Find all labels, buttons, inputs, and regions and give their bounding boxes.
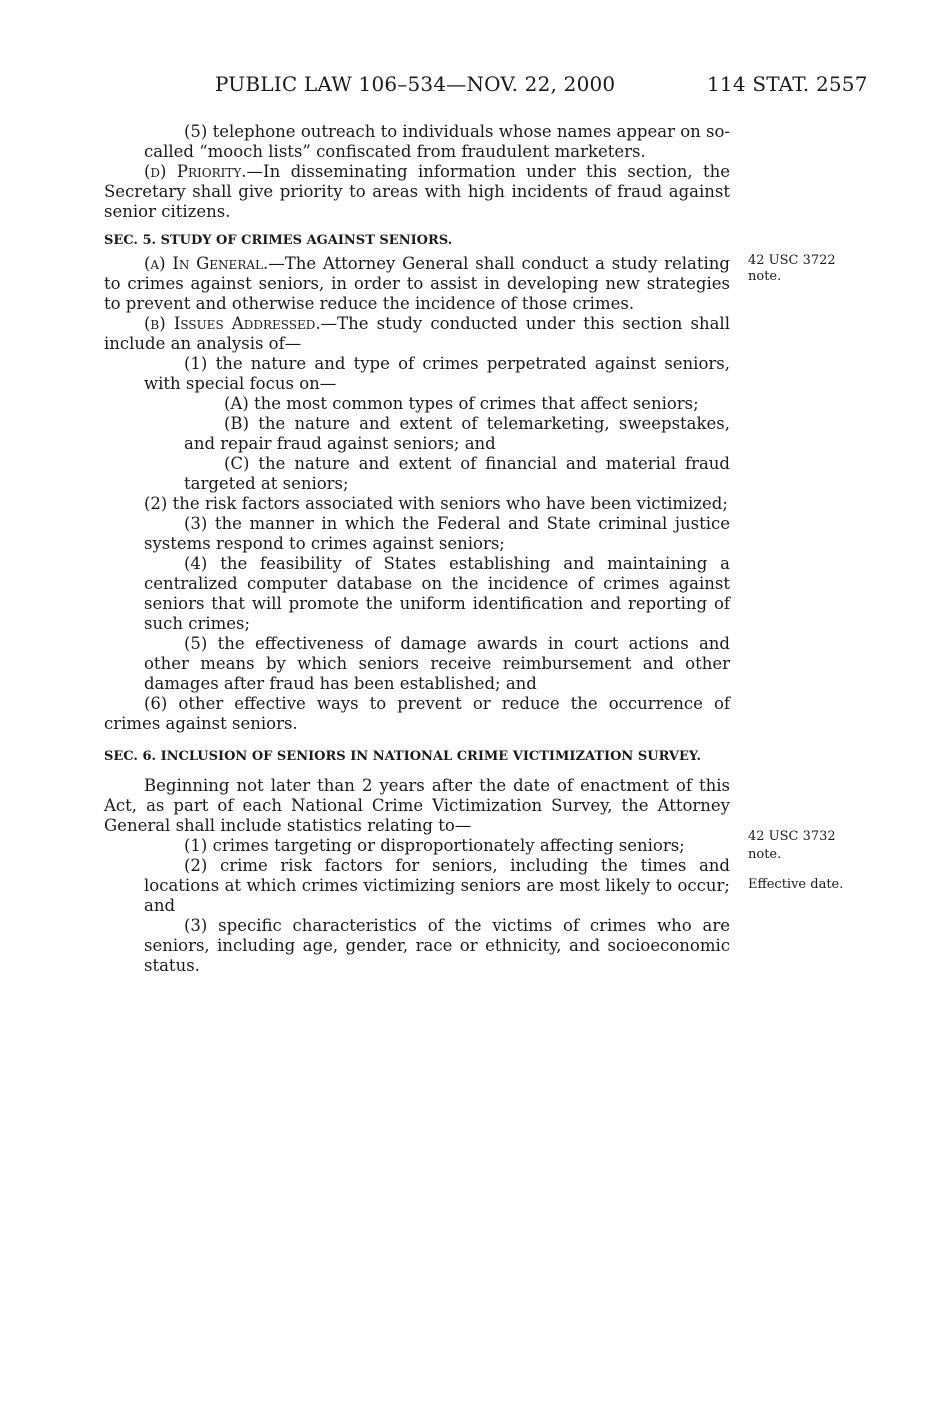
- subsection-a-label: (a) In General.: [144, 254, 269, 273]
- paragraph-3: (3) the manner in which the Federal and State criminal justice systems respond to crimes against seniors;: [144, 514, 730, 553]
- subsection-b-label: (b) Issues Addressed.: [144, 314, 321, 333]
- subsection-b-issues: [104, 314, 730, 354]
- subsection-a-text: —The Attorney General shall conduct a study relating to crimes against seniors, in order to assist in developing new strategies to prevent and otherwise reduce the incidence of those crimes.: [104, 254, 730, 313]
- section-6-item-3: (3) specific characteristics of the victims of crimes who are seniors, including age, gender, race or ethnicity, and socioeconomic status.: [144, 916, 730, 975]
- section-5-heading: SEC. 5. STUDY OF CRIMES AGAINST SENIORS.: [104, 233, 453, 248]
- sidenote-sec5-note: note.: [748, 269, 782, 284]
- subparagraph-b: (B) the nature and extent of telemarketing, sweepstakes, and repair fraud against seniors; and: [184, 414, 730, 453]
- paragraph-5: (5) the effectiveness of damage awards in court actions and other means by which seniors receive reimbursement and other damages after fraud has been established; and: [144, 634, 730, 693]
- sidenote-sec6-citation: 42 USC 3732: [748, 829, 836, 844]
- paragraph-1: (1) the nature and type of crimes perpetrated against seniors, with special focus on—: [144, 354, 730, 393]
- section-6-item-1: (1) crimes targeting or disproportionately affecting seniors;: [184, 836, 685, 855]
- subsection-d-text: —In disseminating information under this section, the Secretary shall give priority to areas with high incidents of fraud against senior citizens.: [104, 162, 730, 221]
- section-6-intro: Beginning not later than 2 years after the date of enactment of this Act, as part of each National Crime Victimization Survey, the Attorney General shall include statistics relating to—: [104, 776, 730, 835]
- paragraph-6: (6) other effective ways to prevent or reduce the occurrence of crimes against seniors.: [104, 694, 730, 733]
- subsection-b-text: —The study conducted under this section shall include an analysis of—: [104, 314, 730, 353]
- subsection-a-general: [104, 254, 730, 314]
- document-body: [104, 122, 730, 976]
- subsection-d-priority: [104, 162, 730, 222]
- paragraph-2: (2) the risk factors associated with seniors who have been victimized;: [144, 494, 728, 513]
- paragraph-4: (4) the feasibility of States establishing and maintaining a centralized computer database on the incidence of crimes against seniors that will promote the uniform identification and reporting of such crimes;: [144, 554, 730, 633]
- sidenote-sec6-note: note.: [748, 847, 782, 862]
- running-header-law: PUBLIC LAW 106–534—NOV. 22, 2000: [215, 72, 616, 96]
- section-6-heading: SEC. 6. INCLUSION OF SENIORS IN NATIONAL CRIME VICTIMIZATION SURVEY.: [104, 749, 702, 764]
- running-header-stat: 114 STAT. 2557: [707, 72, 868, 96]
- subparagraph-c: (C) the nature and extent of financial and material fraud targeted at seniors;: [184, 454, 730, 493]
- sidenote-sec5-citation: 42 USC 3722: [748, 253, 836, 268]
- item-5-telephone-outreach: (5) telephone outreach to individuals whose names appear on so-called “mooch lists” confiscated from fraudulent marketers.: [144, 122, 730, 161]
- subparagraph-a: (A) the most common types of crimes that affect seniors;: [224, 394, 699, 413]
- sidenote-effective-date: Effective date.: [748, 877, 844, 892]
- subsection-d-label: (d) Priority.: [144, 162, 247, 181]
- section-6-item-2: (2) crime risk factors for seniors, including the times and locations at which crimes victimizing seniors are most likely to occur; and: [144, 856, 730, 915]
